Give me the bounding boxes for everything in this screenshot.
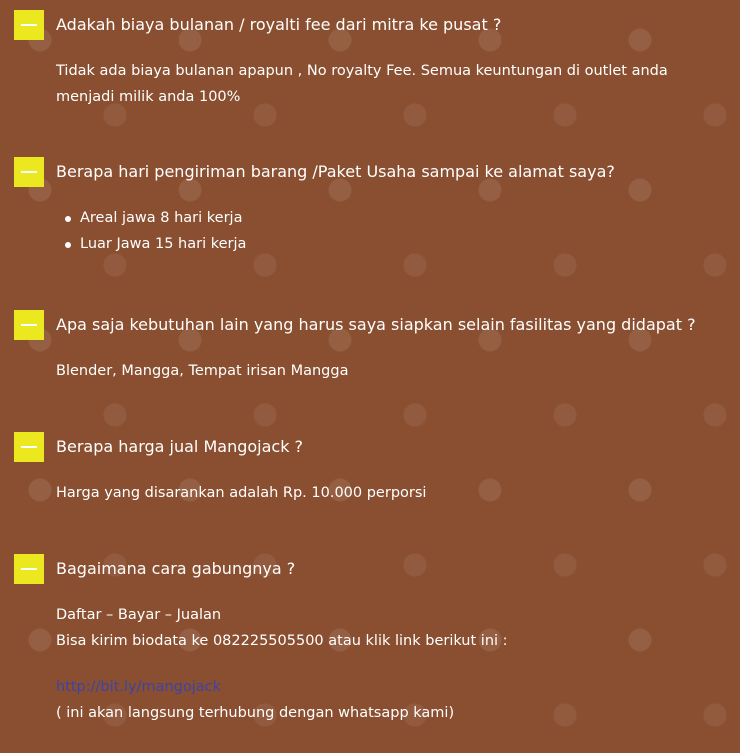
- faq-question-join[interactable]: [14, 554, 734, 584]
- minus-icon[interactable]: [14, 157, 44, 187]
- faq-item-shipping: [14, 157, 734, 252]
- faq-answer-text: Blender, Mangga, Tempat irisan Mangga: [56, 363, 349, 379]
- minus-icon[interactable]: [14, 554, 44, 584]
- faq-answer-requirements: [56, 358, 716, 384]
- faq-answer-join: [56, 602, 716, 726]
- faq-answer-line: Daftar – Bayar – Jualan: [56, 607, 222, 623]
- faq-answer-link-row: [56, 674, 716, 700]
- faq-item-price: [14, 432, 734, 501]
- minus-icon[interactable]: [14, 310, 44, 340]
- faq-answer-text: Tidak ada biaya bulanan apapun , No royalty Fee. Semua keuntungan di outlet anda menjadi milik anda 100%: [56, 63, 668, 105]
- faq-question-text: Berapa harga jual Mangojack ?: [56, 437, 304, 456]
- minus-icon[interactable]: [14, 10, 44, 40]
- faq-question-text: Bagaimana cara gabungnya ?: [56, 559, 296, 578]
- faq-question-shipping[interactable]: [14, 157, 734, 187]
- faq-answer-royalty: [56, 58, 716, 110]
- faq-item-requirements: [14, 310, 734, 379]
- shipping-list: [56, 205, 716, 257]
- faq-question-price[interactable]: [14, 432, 734, 462]
- faq-item-royalty: [14, 10, 734, 105]
- faq-answer-shipping: [56, 205, 716, 257]
- faq-answer-price: [56, 480, 716, 506]
- faq-answer-line: Bisa kirim biodata ke 082225505500 atau klik link berikut ini :: [56, 633, 508, 649]
- whatsapp-link[interactable]: http://bit.ly/mangojack: [56, 679, 222, 695]
- minus-icon[interactable]: [14, 432, 44, 462]
- faq-answer-note: ( ini akan langsung terhubung dengan whatsapp kami): [56, 705, 455, 721]
- list-item: Luar Jawa 15 hari kerja: [80, 231, 716, 257]
- faq-question-requirements[interactable]: [14, 310, 734, 340]
- faq-item-join: [14, 554, 734, 721]
- faq-question-royalty[interactable]: [14, 10, 734, 40]
- faq-question-text: Apa saja kebutuhan lain yang harus saya siapkan selain fasilitas yang didapat ?: [56, 315, 696, 334]
- faq-answer-text: Harga yang disarankan adalah Rp. 10.000 perporsi: [56, 485, 427, 501]
- faq-question-text: Berapa hari pengiriman barang /Paket Usaha sampai ke alamat saya?: [56, 162, 615, 181]
- faq-question-text: Adakah biaya bulanan / royalti fee dari mitra ke pusat ?: [56, 15, 502, 34]
- list-item: Areal jawa 8 hari kerja: [80, 205, 716, 231]
